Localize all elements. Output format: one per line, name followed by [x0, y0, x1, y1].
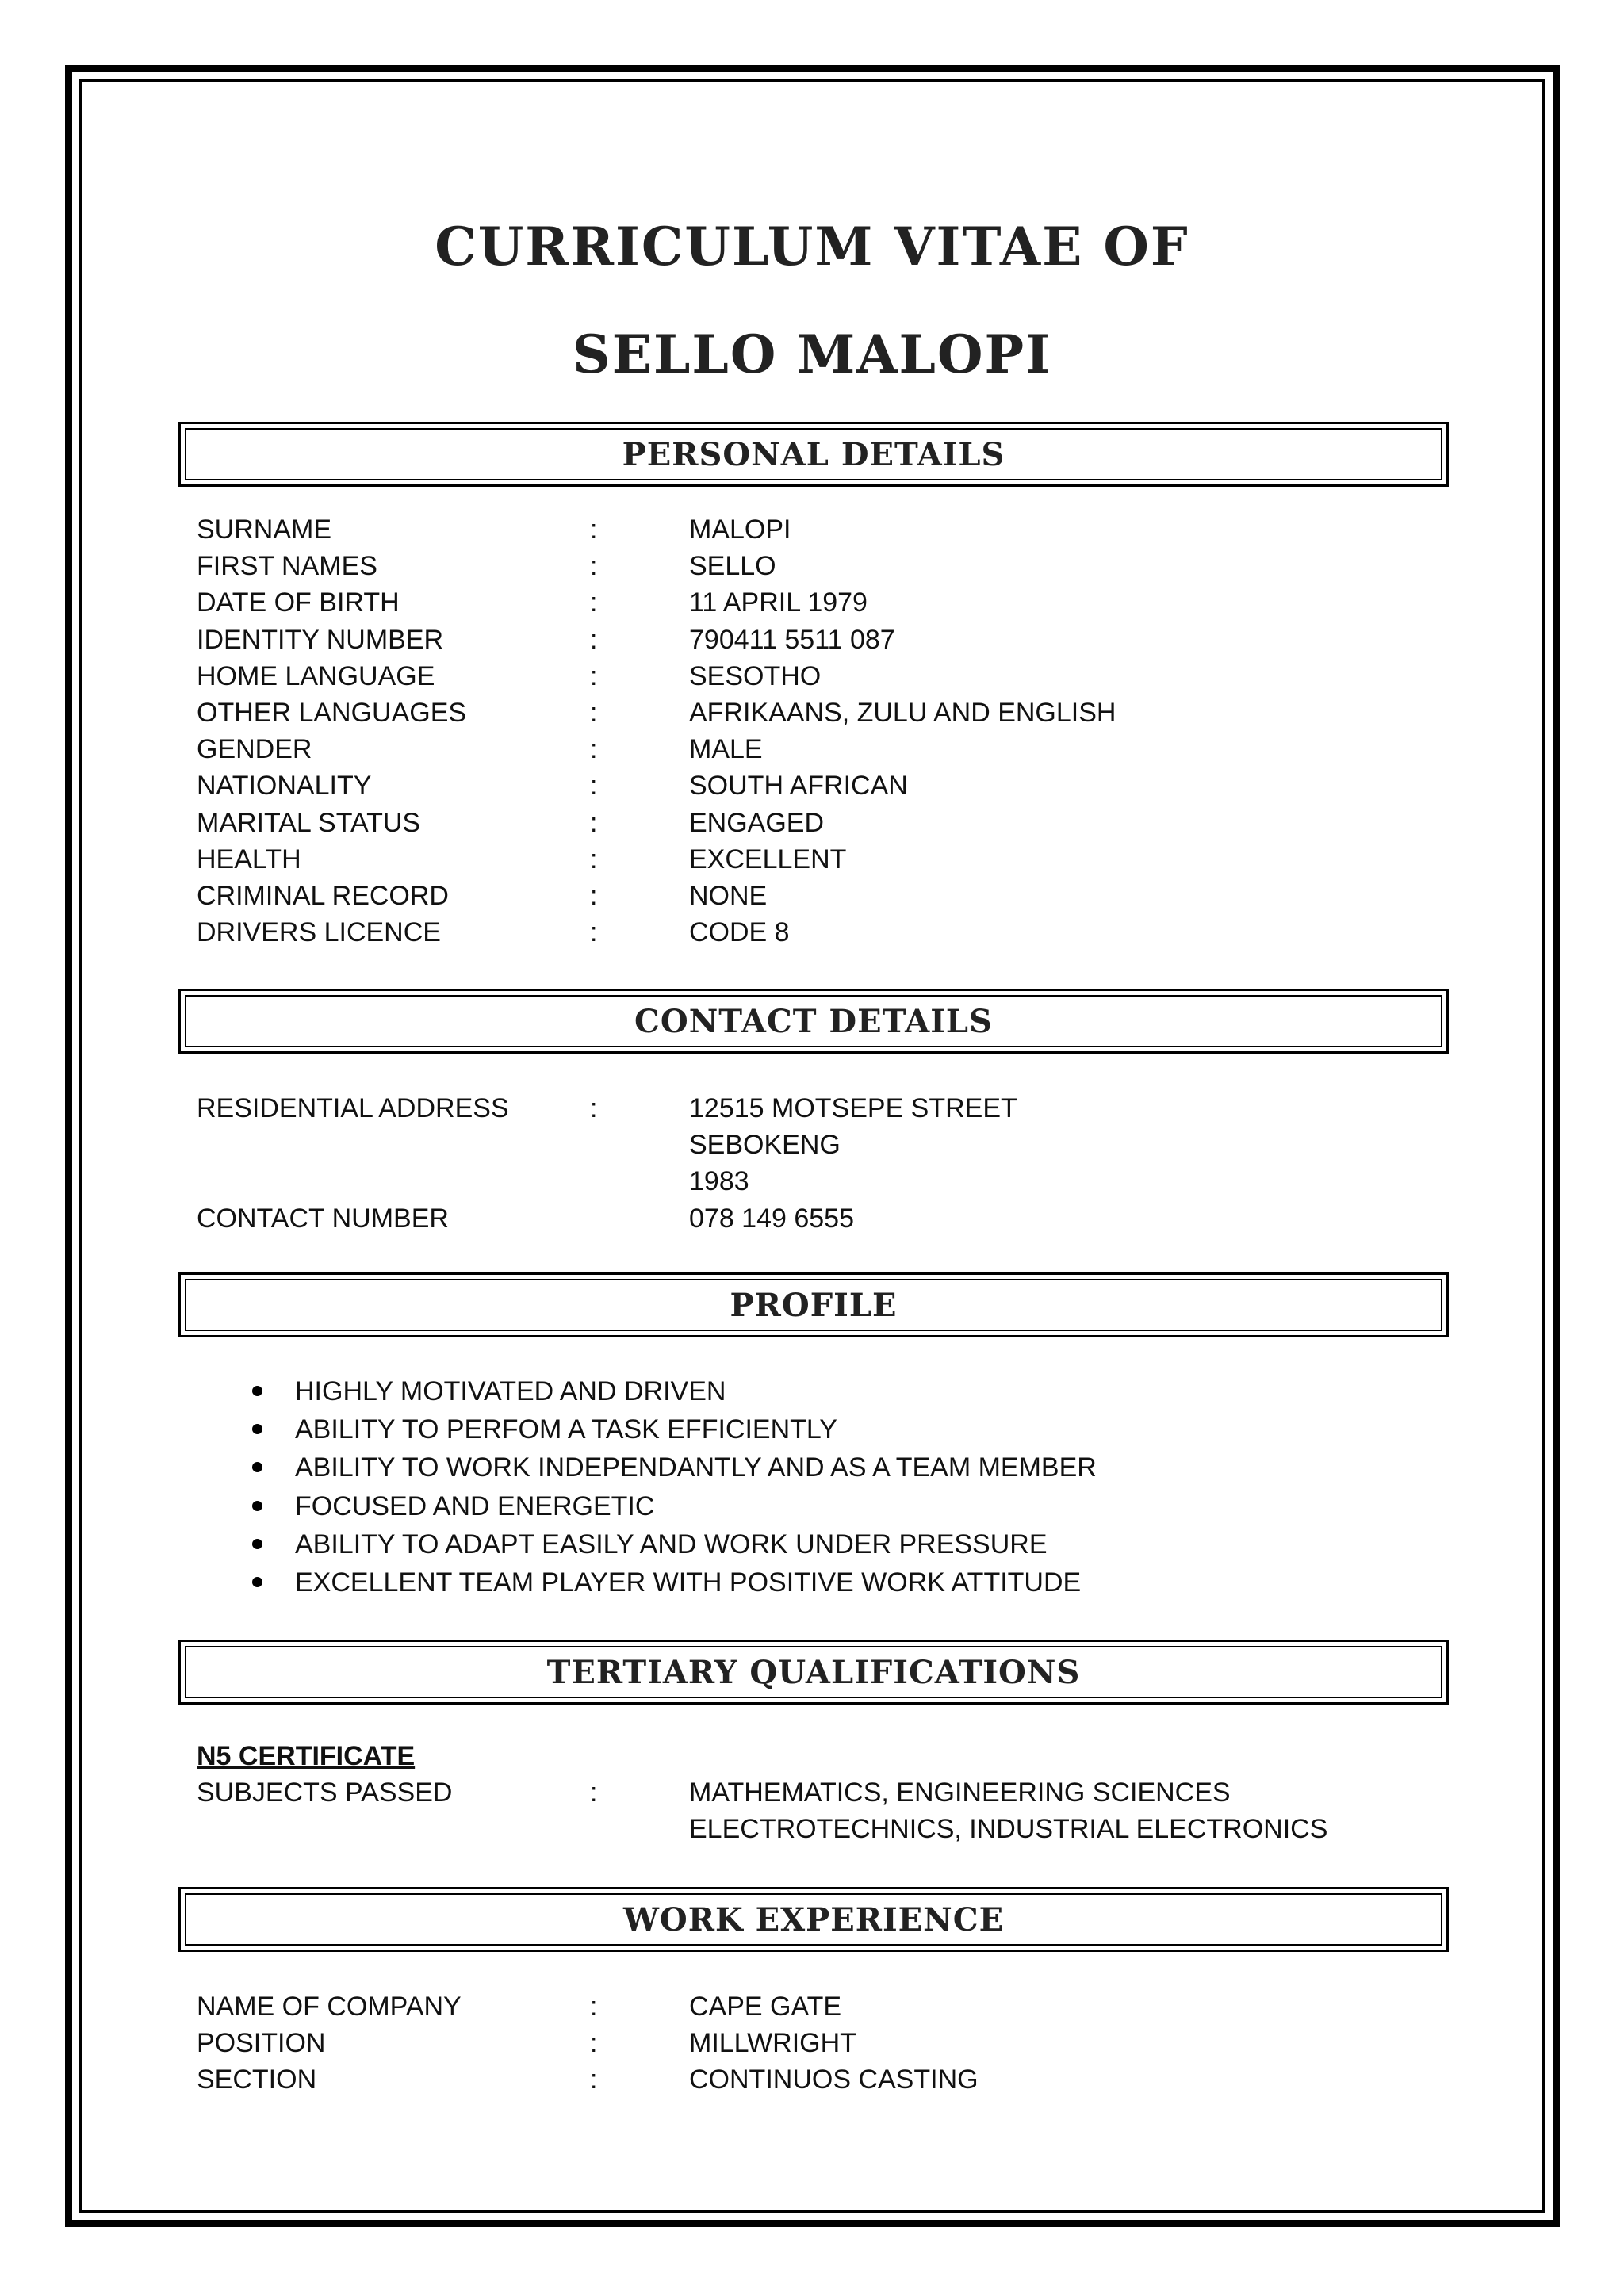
- subjects-label: SUBJECTS PASSED: [197, 1777, 453, 1808]
- work-detail-row: [0, 2025, 1624, 2061]
- contact-number-label: CONTACT NUMBER: [197, 1203, 449, 1234]
- personal-detail-separator: :: [590, 771, 598, 802]
- personal-detail-row: [0, 695, 1624, 731]
- personal-detail-row: [0, 658, 1624, 695]
- profile-item-text: ABILITY TO WORK INDEPENDANTLY AND AS A TEAM MEMBER: [295, 1452, 1097, 1483]
- contact-details-heading: CONTACT DETAILS: [634, 1002, 993, 1040]
- subjects-line-2: ELECTROTECHNICS, INDUSTRIAL ELECTRONICS: [689, 1814, 1328, 1844]
- profile-list-item: [0, 1410, 1624, 1448]
- personal-detail-label: GENDER: [197, 734, 312, 765]
- personal-detail-value: EXCELLENT: [689, 844, 847, 874]
- personal-detail-row: [0, 584, 1624, 621]
- work-detail-row: [0, 2061, 1624, 2098]
- personal-detail-separator: :: [590, 515, 598, 545]
- address-row: [0, 1127, 1624, 1163]
- contact-number-value: 078 149 6555: [689, 1203, 854, 1234]
- personal-detail-row: [0, 805, 1624, 841]
- personal-detail-label: IDENTITY NUMBER: [197, 624, 444, 655]
- work-detail-value: CONTINUOS CASTING: [689, 2064, 979, 2095]
- profile-item-text: FOCUSED AND ENERGETIC: [295, 1490, 655, 1521]
- profile-item-text: ABILITY TO PERFOM A TASK EFFICIENTLY: [295, 1414, 837, 1445]
- personal-detail-value: 11 APRIL 1979: [689, 587, 868, 618]
- address-label: RESIDENTIAL ADDRESS: [197, 1093, 509, 1123]
- personal-detail-value: SELLO: [689, 551, 776, 582]
- personal-detail-value: SESOTHO: [689, 660, 822, 691]
- bullet-icon: [252, 1424, 262, 1434]
- work-detail-value: MILLWRIGHT: [689, 2028, 856, 2059]
- subjects-row: [0, 1774, 1624, 1811]
- personal-detail-label: HOME LANGUAGE: [197, 660, 435, 691]
- bullet-icon: [252, 1577, 262, 1587]
- work-detail-separator: :: [590, 1992, 598, 2022]
- personal-detail-separator: :: [590, 917, 598, 948]
- work-detail-separator: :: [590, 2064, 598, 2095]
- work-detail-label: SECTION: [197, 2064, 317, 2095]
- subjects-row: [0, 1811, 1624, 1847]
- personal-detail-value: MALOPI: [689, 515, 791, 545]
- profile-list-item: [0, 1372, 1624, 1410]
- contact-number-row: [0, 1200, 1624, 1237]
- work-header: [178, 1887, 1449, 1952]
- work-detail-label: NAME OF COMPANY: [197, 1992, 462, 2022]
- profile-item-text: HIGHLY MOTIVATED AND DRIVEN: [295, 1376, 726, 1406]
- personal-detail-separator: :: [590, 660, 598, 691]
- personal-detail-row: [0, 767, 1624, 804]
- work-detail-separator: :: [590, 2028, 598, 2059]
- contact-details-header: [178, 989, 1449, 1054]
- tertiary-header: [178, 1640, 1449, 1705]
- profile-list-item: [0, 1448, 1624, 1487]
- work-detail-label: POSITION: [197, 2028, 326, 2059]
- bullet-icon: [252, 1462, 262, 1472]
- certificate-title: N5 CERTIFICATE: [197, 1741, 416, 1771]
- bullet-icon: [252, 1501, 262, 1511]
- address-line-3: 1983: [689, 1166, 749, 1196]
- personal-detail-value: CODE 8: [689, 917, 790, 948]
- personal-detail-value: MALE: [689, 734, 763, 765]
- personal-detail-label: DATE OF BIRTH: [197, 587, 400, 618]
- personal-detail-separator: :: [590, 698, 598, 728]
- address-separator: :: [590, 1093, 598, 1123]
- personal-detail-row: [0, 914, 1624, 951]
- bullet-icon: [252, 1539, 262, 1549]
- profile-list-item: [0, 1525, 1624, 1563]
- personal-detail-label: DRIVERS LICENCE: [197, 917, 441, 948]
- address-row: [0, 1163, 1624, 1200]
- personal-detail-separator: :: [590, 844, 598, 874]
- work-detail-value: CAPE GATE: [689, 1992, 842, 2022]
- profile-item-text: ABILITY TO ADAPT EASILY AND WORK UNDER PRESSURE: [295, 1529, 1048, 1559]
- personal-detail-label: HEALTH: [197, 844, 301, 874]
- address-line-1: 12515 MOTSEPE STREET: [689, 1093, 1017, 1123]
- bullet-icon: [252, 1386, 262, 1396]
- tertiary-heading: TERTIARY QUALIFICATIONS: [546, 1653, 1081, 1691]
- personal-details-heading: PERSONAL DETAILS: [622, 435, 1005, 473]
- cv-name: SELLO MALOPI: [573, 323, 1051, 385]
- personal-detail-label: OTHER LANGUAGES: [197, 698, 467, 728]
- personal-detail-separator: :: [590, 551, 598, 582]
- profile-list-item: [0, 1487, 1624, 1525]
- personal-detail-row: [0, 841, 1624, 878]
- cv-title: CURRICULUM VITAE OF: [435, 216, 1189, 277]
- address-line-2: SEBOKENG: [689, 1130, 841, 1160]
- personal-detail-value: NONE: [689, 881, 768, 911]
- profile-header: [178, 1272, 1449, 1337]
- personal-detail-label: CRIMINAL RECORD: [197, 881, 449, 911]
- personal-detail-separator: :: [590, 624, 598, 655]
- personal-detail-row: [0, 878, 1624, 914]
- personal-detail-row: [0, 622, 1624, 658]
- profile-item-text: EXCELLENT TEAM PLAYER WITH POSITIVE WORK ATTITUDE: [295, 1567, 1082, 1598]
- work-heading: WORK EXPERIENCE: [622, 1900, 1005, 1938]
- personal-detail-separator: :: [590, 881, 598, 911]
- profile-heading: PROFILE: [730, 1286, 898, 1324]
- personal-detail-label: SURNAME: [197, 515, 332, 545]
- personal-detail-label: NATIONALITY: [197, 771, 372, 802]
- personal-detail-separator: :: [590, 734, 598, 765]
- personal-detail-value: ENGAGED: [689, 807, 825, 838]
- personal-detail-value: 790411 5511 087: [689, 624, 895, 655]
- personal-detail-separator: :: [590, 807, 598, 838]
- personal-detail-row: [0, 731, 1624, 767]
- personal-detail-value: SOUTH AFRICAN: [689, 771, 908, 802]
- work-detail-row: [0, 1988, 1624, 2025]
- address-row: [0, 1090, 1624, 1127]
- personal-detail-value: AFRIKAANS, ZULU AND ENGLISH: [689, 698, 1116, 728]
- personal-details-header: [178, 422, 1449, 487]
- personal-detail-label: FIRST NAMES: [197, 551, 377, 582]
- personal-detail-label: MARITAL STATUS: [197, 807, 421, 838]
- personal-detail-row: [0, 511, 1624, 548]
- subjects-separator: :: [590, 1777, 598, 1808]
- profile-list-item: [0, 1563, 1624, 1601]
- subjects-line-1: MATHEMATICS, ENGINEERING SCIENCES: [689, 1777, 1231, 1808]
- personal-detail-row: [0, 548, 1624, 584]
- personal-detail-separator: :: [590, 587, 598, 618]
